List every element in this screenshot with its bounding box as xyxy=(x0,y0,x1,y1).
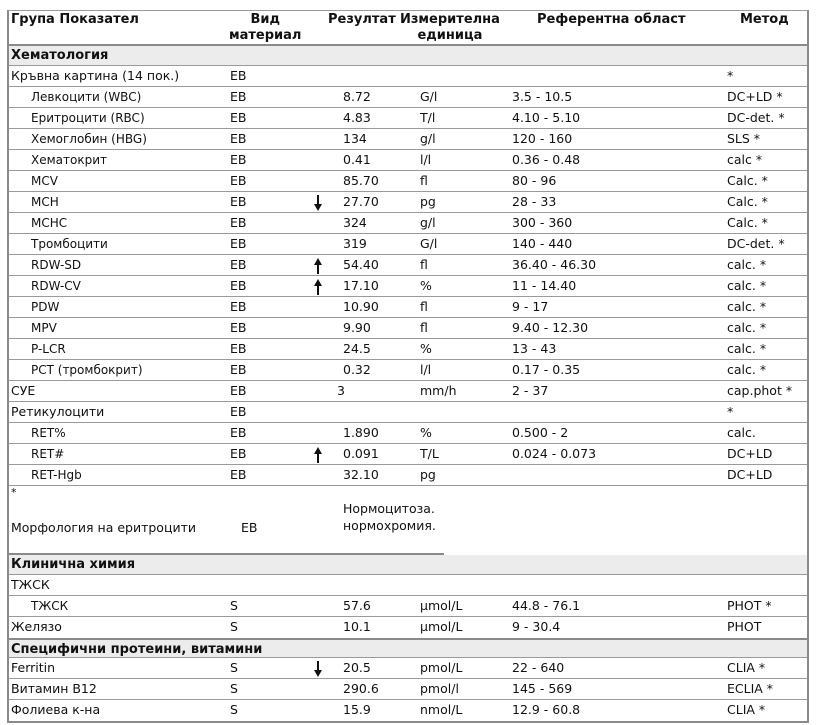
reference-range: 3.5 - 10.5 xyxy=(512,89,573,104)
section-title: Клинична химия xyxy=(11,557,136,572)
method: DC-det. * xyxy=(727,110,785,125)
method: cap.phot * xyxy=(727,383,793,398)
material: EB xyxy=(230,215,247,230)
table-row xyxy=(9,617,807,638)
unit: % xyxy=(420,278,432,293)
test-name: ТЖСК xyxy=(31,599,69,613)
unit: l/l xyxy=(420,362,432,377)
material: EB xyxy=(230,110,247,125)
col-header-reference: Референтна област xyxy=(537,12,686,27)
method: PHOT * xyxy=(727,598,772,613)
material: S xyxy=(230,619,238,634)
table-row xyxy=(9,297,807,318)
method: DC+LD xyxy=(727,446,773,461)
col-header-material-line2: материал xyxy=(229,28,302,43)
unit: µmol/L xyxy=(420,598,463,613)
reference-range: 12.9 - 60.8 xyxy=(512,702,581,717)
table-row xyxy=(9,402,807,423)
reference-range: 9 - 30.4 xyxy=(512,619,561,634)
material: EB xyxy=(230,383,247,398)
table-header xyxy=(9,11,807,46)
unit: G/l xyxy=(420,236,438,251)
method: calc. * xyxy=(727,320,767,335)
material: EB xyxy=(230,173,247,188)
unit: T/L xyxy=(420,446,439,461)
method: ECLIA * xyxy=(727,681,774,696)
reference-range: 9 - 17 xyxy=(512,299,549,314)
material: EB xyxy=(230,278,247,293)
test-name: Хематокрит xyxy=(31,153,107,167)
col-header-unit-line2: единица xyxy=(417,28,483,43)
col-header-unit xyxy=(400,12,500,44)
table-row xyxy=(9,276,807,297)
method: DC+LD xyxy=(727,467,773,482)
result-value: 1.890 xyxy=(343,425,379,440)
col-header-group: Група Показател xyxy=(11,12,139,27)
test-name: PCT (тромбокрит) xyxy=(31,363,143,377)
method: PHOT xyxy=(727,619,762,634)
result-value: 9.90 xyxy=(343,320,371,335)
table-row xyxy=(9,575,807,596)
unit: T/l xyxy=(420,110,436,125)
test-name: MPV xyxy=(31,321,57,335)
reference-range: 80 - 96 xyxy=(512,173,557,188)
test-name: Хемоглобин (HBG) xyxy=(31,132,147,146)
table-row xyxy=(9,658,807,679)
method: SLS * xyxy=(727,131,761,146)
unit: pmol/l xyxy=(420,681,459,696)
table-row xyxy=(9,465,807,486)
reference-range: 0.024 - 0.073 xyxy=(512,446,597,461)
test-name: RDW-SD xyxy=(31,258,82,272)
reference-range: 11 - 14.40 xyxy=(512,278,577,293)
table-row xyxy=(9,318,807,339)
reference-range: 120 - 160 xyxy=(512,131,573,146)
material: S xyxy=(230,598,238,613)
test-name: MCHC xyxy=(31,216,68,230)
unit: fl xyxy=(420,299,428,314)
reference-range: 28 - 33 xyxy=(512,194,557,209)
method: * xyxy=(727,68,734,83)
unit: fl xyxy=(420,173,428,188)
reference-range: 0.17 - 0.35 xyxy=(512,362,581,377)
result-value: 0.32 xyxy=(343,362,371,377)
material: EB xyxy=(230,362,247,377)
result-value: 134 xyxy=(343,131,367,146)
morphology-name: Морфология на еритроцити xyxy=(11,520,196,535)
test-name: Еритроцити (RBC) xyxy=(31,111,145,125)
method: calc. * xyxy=(727,278,767,293)
test-name: P-LCR xyxy=(31,342,66,356)
lab-results-table xyxy=(7,10,809,723)
reference-range: 2 - 37 xyxy=(512,383,549,398)
reference-range: 9.40 - 12.30 xyxy=(512,320,589,335)
reference-range: 13 - 43 xyxy=(512,341,557,356)
test-name: СУЕ xyxy=(11,383,36,398)
col-header-unit-line1: Измерителна xyxy=(400,12,500,27)
material: EB xyxy=(230,257,247,272)
col-header-material xyxy=(229,12,301,44)
result-value: 324 xyxy=(343,215,367,230)
result-value: 10.1 xyxy=(343,619,371,634)
result-value: 15.9 xyxy=(343,702,371,717)
method: * xyxy=(727,404,734,419)
reference-range: 44.8 - 76.1 xyxy=(512,598,581,613)
unit: µmol/L xyxy=(420,619,463,634)
unit: mm/h xyxy=(420,383,457,398)
material: EB xyxy=(230,320,247,335)
result-value: 54.40 xyxy=(343,257,379,272)
section-title: Специфични протеини, витамини xyxy=(11,642,263,657)
reference-range: 22 - 640 xyxy=(512,660,565,675)
method: calc. * xyxy=(727,341,767,356)
table-row xyxy=(9,444,807,465)
unit: fl xyxy=(420,257,428,272)
result-value: 32.10 xyxy=(343,467,379,482)
material: EB xyxy=(230,446,247,461)
morphology-note-star: * xyxy=(11,486,17,499)
morphology-row xyxy=(9,486,807,555)
result-value: 0.41 xyxy=(343,152,371,167)
morphology-result xyxy=(343,500,436,534)
unit: g/l xyxy=(420,215,436,230)
col-header-result: Резултат xyxy=(328,12,396,27)
result-value: 8.72 xyxy=(343,89,371,104)
test-name: Кръвна картина (14 пок.) xyxy=(11,68,180,83)
material: EB xyxy=(230,404,247,419)
material: EB xyxy=(230,425,247,440)
test-name: Ретикулоцити xyxy=(11,404,105,419)
test-name: Тромбоцити xyxy=(31,237,108,251)
morphology-result-line1: Нормоцитоза. xyxy=(343,501,435,516)
unit: g/l xyxy=(420,131,436,146)
test-name: Желязо xyxy=(11,619,62,634)
section-hematology xyxy=(9,46,807,66)
unit: % xyxy=(420,341,432,356)
table-row xyxy=(9,423,807,444)
table-row xyxy=(9,679,807,700)
method: calc. * xyxy=(727,362,767,377)
material: EB xyxy=(230,68,247,83)
unit: % xyxy=(420,425,432,440)
result-value: 27.70 xyxy=(343,194,379,209)
material: EB xyxy=(230,89,247,104)
table-row xyxy=(9,150,807,171)
method: calc. * xyxy=(727,299,767,314)
table-row xyxy=(9,66,807,87)
reference-range: 0.500 - 2 xyxy=(512,425,569,440)
reference-range: 300 - 360 xyxy=(512,215,573,230)
material: EB xyxy=(230,131,247,146)
test-name: RET# xyxy=(31,447,65,461)
table-row xyxy=(9,360,807,381)
morphology-result-line2: нормохромия. xyxy=(343,518,436,533)
test-name: Фолиева к-на xyxy=(11,702,101,717)
method: calc. xyxy=(727,425,756,440)
test-name: RET-Hgb xyxy=(31,468,82,482)
material: S xyxy=(230,702,238,717)
unit: nmol/L xyxy=(420,702,463,717)
result-value: 17.10 xyxy=(343,278,379,293)
test-name: Витамин B12 xyxy=(11,681,97,696)
reference-range: 36.40 - 46.30 xyxy=(512,257,597,272)
reference-range: 145 - 569 xyxy=(512,681,573,696)
protein-rows xyxy=(9,658,807,721)
table-row xyxy=(9,171,807,192)
morphology-material: EB xyxy=(241,520,258,535)
method: calc. * xyxy=(727,257,767,272)
table-row xyxy=(9,339,807,360)
table-row xyxy=(9,700,807,721)
method: CLIA * xyxy=(727,702,766,717)
method: calc * xyxy=(727,152,763,167)
result-value: 24.5 xyxy=(343,341,371,356)
method: CLIA * xyxy=(727,660,766,675)
result-value: 85.70 xyxy=(343,173,379,188)
material: EB xyxy=(230,467,247,482)
table-row xyxy=(9,596,807,617)
hematology-rows xyxy=(9,66,807,486)
section-clinical-chemistry xyxy=(9,555,807,575)
table-row xyxy=(9,108,807,129)
result-value: 290.6 xyxy=(343,681,379,696)
test-name: RDW-CV xyxy=(31,279,81,293)
unit: fl xyxy=(420,320,428,335)
col-header-method: Метод xyxy=(740,12,789,27)
result-value: 10.90 xyxy=(343,299,379,314)
result-value: 3 xyxy=(337,383,345,398)
table-row xyxy=(9,129,807,150)
table-row xyxy=(9,255,807,276)
section-specific-proteins xyxy=(9,638,807,658)
test-name: Левкоцити (WBC) xyxy=(31,90,142,104)
method: Calc. * xyxy=(727,215,768,230)
section-title: Хематология xyxy=(11,48,109,63)
col-header-material-line1: Вид xyxy=(250,12,280,27)
method: Calc. * xyxy=(727,194,768,209)
test-name: MCH xyxy=(31,195,59,209)
table-row xyxy=(9,381,807,402)
chemistry-rows xyxy=(9,575,807,638)
method: Calc. * xyxy=(727,173,768,188)
result-value: 20.5 xyxy=(343,660,371,675)
table-row xyxy=(9,234,807,255)
test-name: Ferritin xyxy=(11,660,56,675)
test-name: RET% xyxy=(31,426,66,440)
unit: pmol/L xyxy=(420,660,463,675)
material: S xyxy=(230,681,238,696)
result-value: 319 xyxy=(343,236,367,251)
test-name: ТЖСК xyxy=(11,577,50,592)
result-value: 4.83 xyxy=(343,110,371,125)
result-value: 0.091 xyxy=(343,446,379,461)
material: EB xyxy=(230,299,247,314)
table-row xyxy=(9,192,807,213)
table-row xyxy=(9,87,807,108)
reference-range: 140 - 440 xyxy=(512,236,573,251)
material: EB xyxy=(230,152,247,167)
material: EB xyxy=(230,341,247,356)
table-row xyxy=(9,213,807,234)
method: DC-det. * xyxy=(727,236,785,251)
reference-range: 4.10 - 5.10 xyxy=(512,110,581,125)
unit: pg xyxy=(420,467,436,482)
material: EB xyxy=(230,236,247,251)
reference-range: 0.36 - 0.48 xyxy=(512,152,581,167)
unit: l/l xyxy=(420,152,432,167)
material: EB xyxy=(230,194,247,209)
method: DC+LD * xyxy=(727,89,783,104)
unit: G/l xyxy=(420,89,438,104)
material: S xyxy=(230,660,238,675)
test-name: PDW xyxy=(31,300,60,314)
result-value: 57.6 xyxy=(343,598,371,613)
unit: pg xyxy=(420,194,436,209)
test-name: MCV xyxy=(31,174,58,188)
